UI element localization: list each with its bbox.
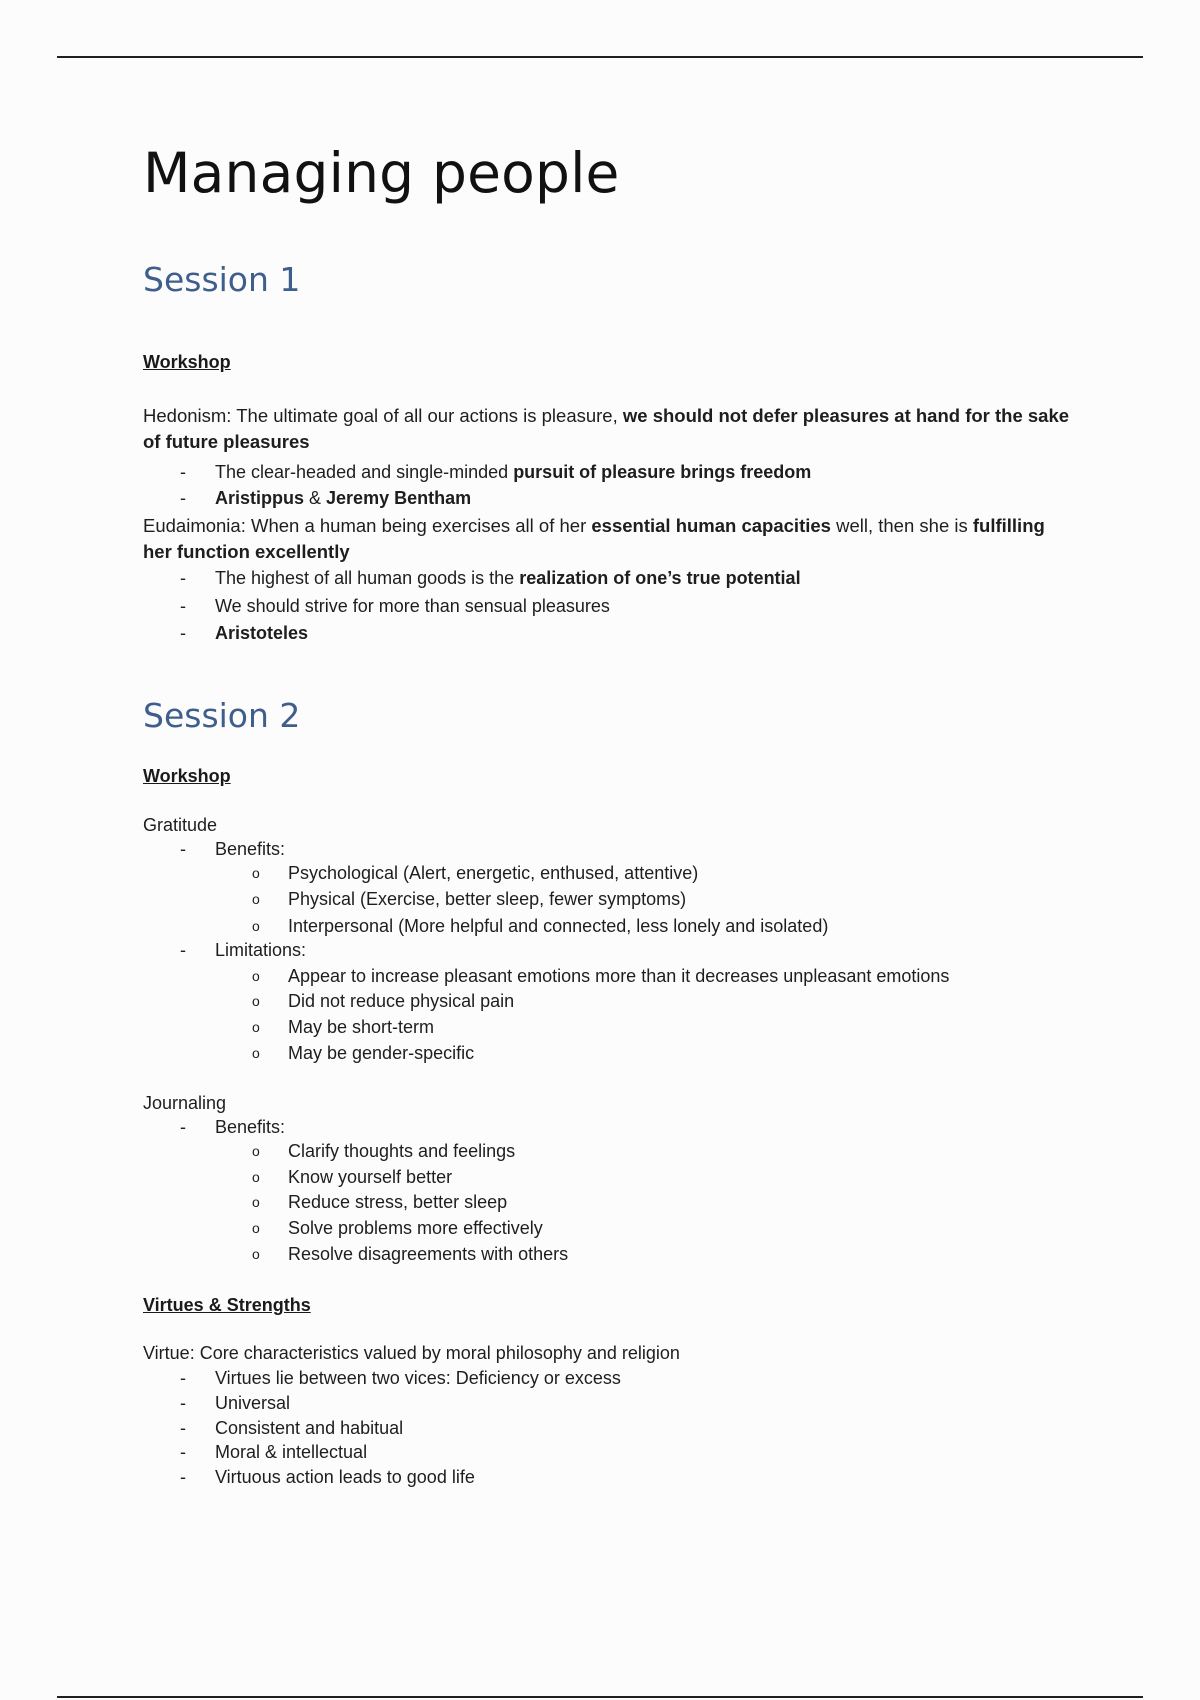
gratitude-limitation-item: Did not reduce physical pain [288,991,515,1011]
journaling-benefit-item: Reduce stress, better sleep [288,1192,508,1212]
session-1-heading: Session 1 [143,260,301,299]
gratitude-limitation-item: Appear to increase pleasant emotions more than it decreases unpleasant emotions [288,966,950,986]
gratitude-limitation-item: May be gender-specific [288,1043,475,1063]
eudaimonia-bullet-1: The highest of all human goods is the realization of one’s true potential [215,568,801,588]
document-title: Managing people [143,141,620,205]
virtue-item: Moral & intellectual [215,1442,368,1462]
bullet-dash: - [180,462,186,482]
journaling-label: Journaling [143,1093,227,1113]
session-2-heading: Session 2 [143,696,301,735]
bullet-circle: o [252,1169,260,1185]
hedonism-bullet-1: The clear-headed and single-minded pursuit of pleasure brings freedom [215,462,812,482]
virtues-strengths-label: Virtues & Strengths [143,1295,311,1315]
bullet-dash: - [180,839,186,859]
gratitude-benefit-item: Interpersonal (More helpful and connected, less lonely and isolated) [288,916,829,936]
hedonism-bullet-2: Aristippus & Jeremy Bentham [215,488,472,508]
bullet-circle: o [252,918,260,934]
bullet-circle: o [252,1143,260,1159]
journaling-benefit-item: Solve problems more effectively [288,1218,543,1238]
eudaimonia-paragraph: Eudaimonia: When a human being exercises all of her essential human capacities well, then she is fulfilling her function excellently [143,515,1045,562]
eudaimonia-bullet-2: We should strive for more than sensual pleasures [215,596,610,616]
gratitude-benefit-item: Psychological (Alert, energetic, enthused, attentive) [288,863,699,883]
virtue-item: Virtuous action leads to good life [215,1467,475,1487]
session-2-workshop-label: Workshop [143,766,231,786]
bullet-dash: - [180,1467,186,1487]
bullet-dash: - [180,1442,186,1462]
bullet-dash: - [180,940,186,960]
hedonism-paragraph: Hedonism: The ultimate goal of all our actions is pleasure, we should not defer pleasures at hand for the sake of future pleasures [143,405,1070,452]
bullet-dash: - [180,596,186,616]
footer-rule [57,1696,1143,1698]
bullet-circle: o [252,1045,260,1061]
bullet-dash: - [180,1117,186,1137]
bullet-circle: o [252,1220,260,1236]
bullet-circle: o [252,993,260,1009]
bullet-circle: o [252,1246,260,1262]
journaling-benefit-item: Know yourself better [288,1167,453,1187]
gratitude-label: Gratitude [143,815,218,835]
bullet-circle: o [252,1194,260,1210]
bullet-dash: - [180,568,186,588]
gratitude-benefits-label: Benefits: [215,839,286,859]
bullet-circle: o [252,1019,260,1035]
gratitude-benefit-item: Physical (Exercise, better sleep, fewer symptoms) [288,889,687,909]
journaling-benefit-item: Resolve disagreements with others [288,1244,569,1264]
eudaimonia-bullet-3: Aristoteles [215,623,309,643]
virtue-item: Consistent and habitual [215,1418,404,1438]
bullet-dash: - [180,1368,186,1388]
bullet-circle: o [252,968,260,984]
header-rule [57,56,1143,58]
virtue-item: Virtues lie between two vices: Deficiency or excess [215,1368,621,1388]
gratitude-limitations-label: Limitations: [215,940,307,960]
session-1-workshop-label: Workshop [143,352,231,372]
gratitude-limitation-item: May be short-term [288,1017,435,1037]
bullet-dash: - [180,1418,186,1438]
bullet-circle: o [252,865,260,881]
virtue-definition: Virtue: Core characteristics valued by moral philosophy and religion [143,1343,680,1363]
bullet-dash: - [180,623,186,643]
bullet-dash: - [180,1393,186,1413]
journaling-benefits-label: Benefits: [215,1117,286,1137]
bullet-circle: o [252,891,260,907]
bullet-dash: - [180,488,186,508]
journaling-benefit-item: Clarify thoughts and feelings [288,1141,516,1161]
virtue-item: Universal [215,1393,291,1413]
